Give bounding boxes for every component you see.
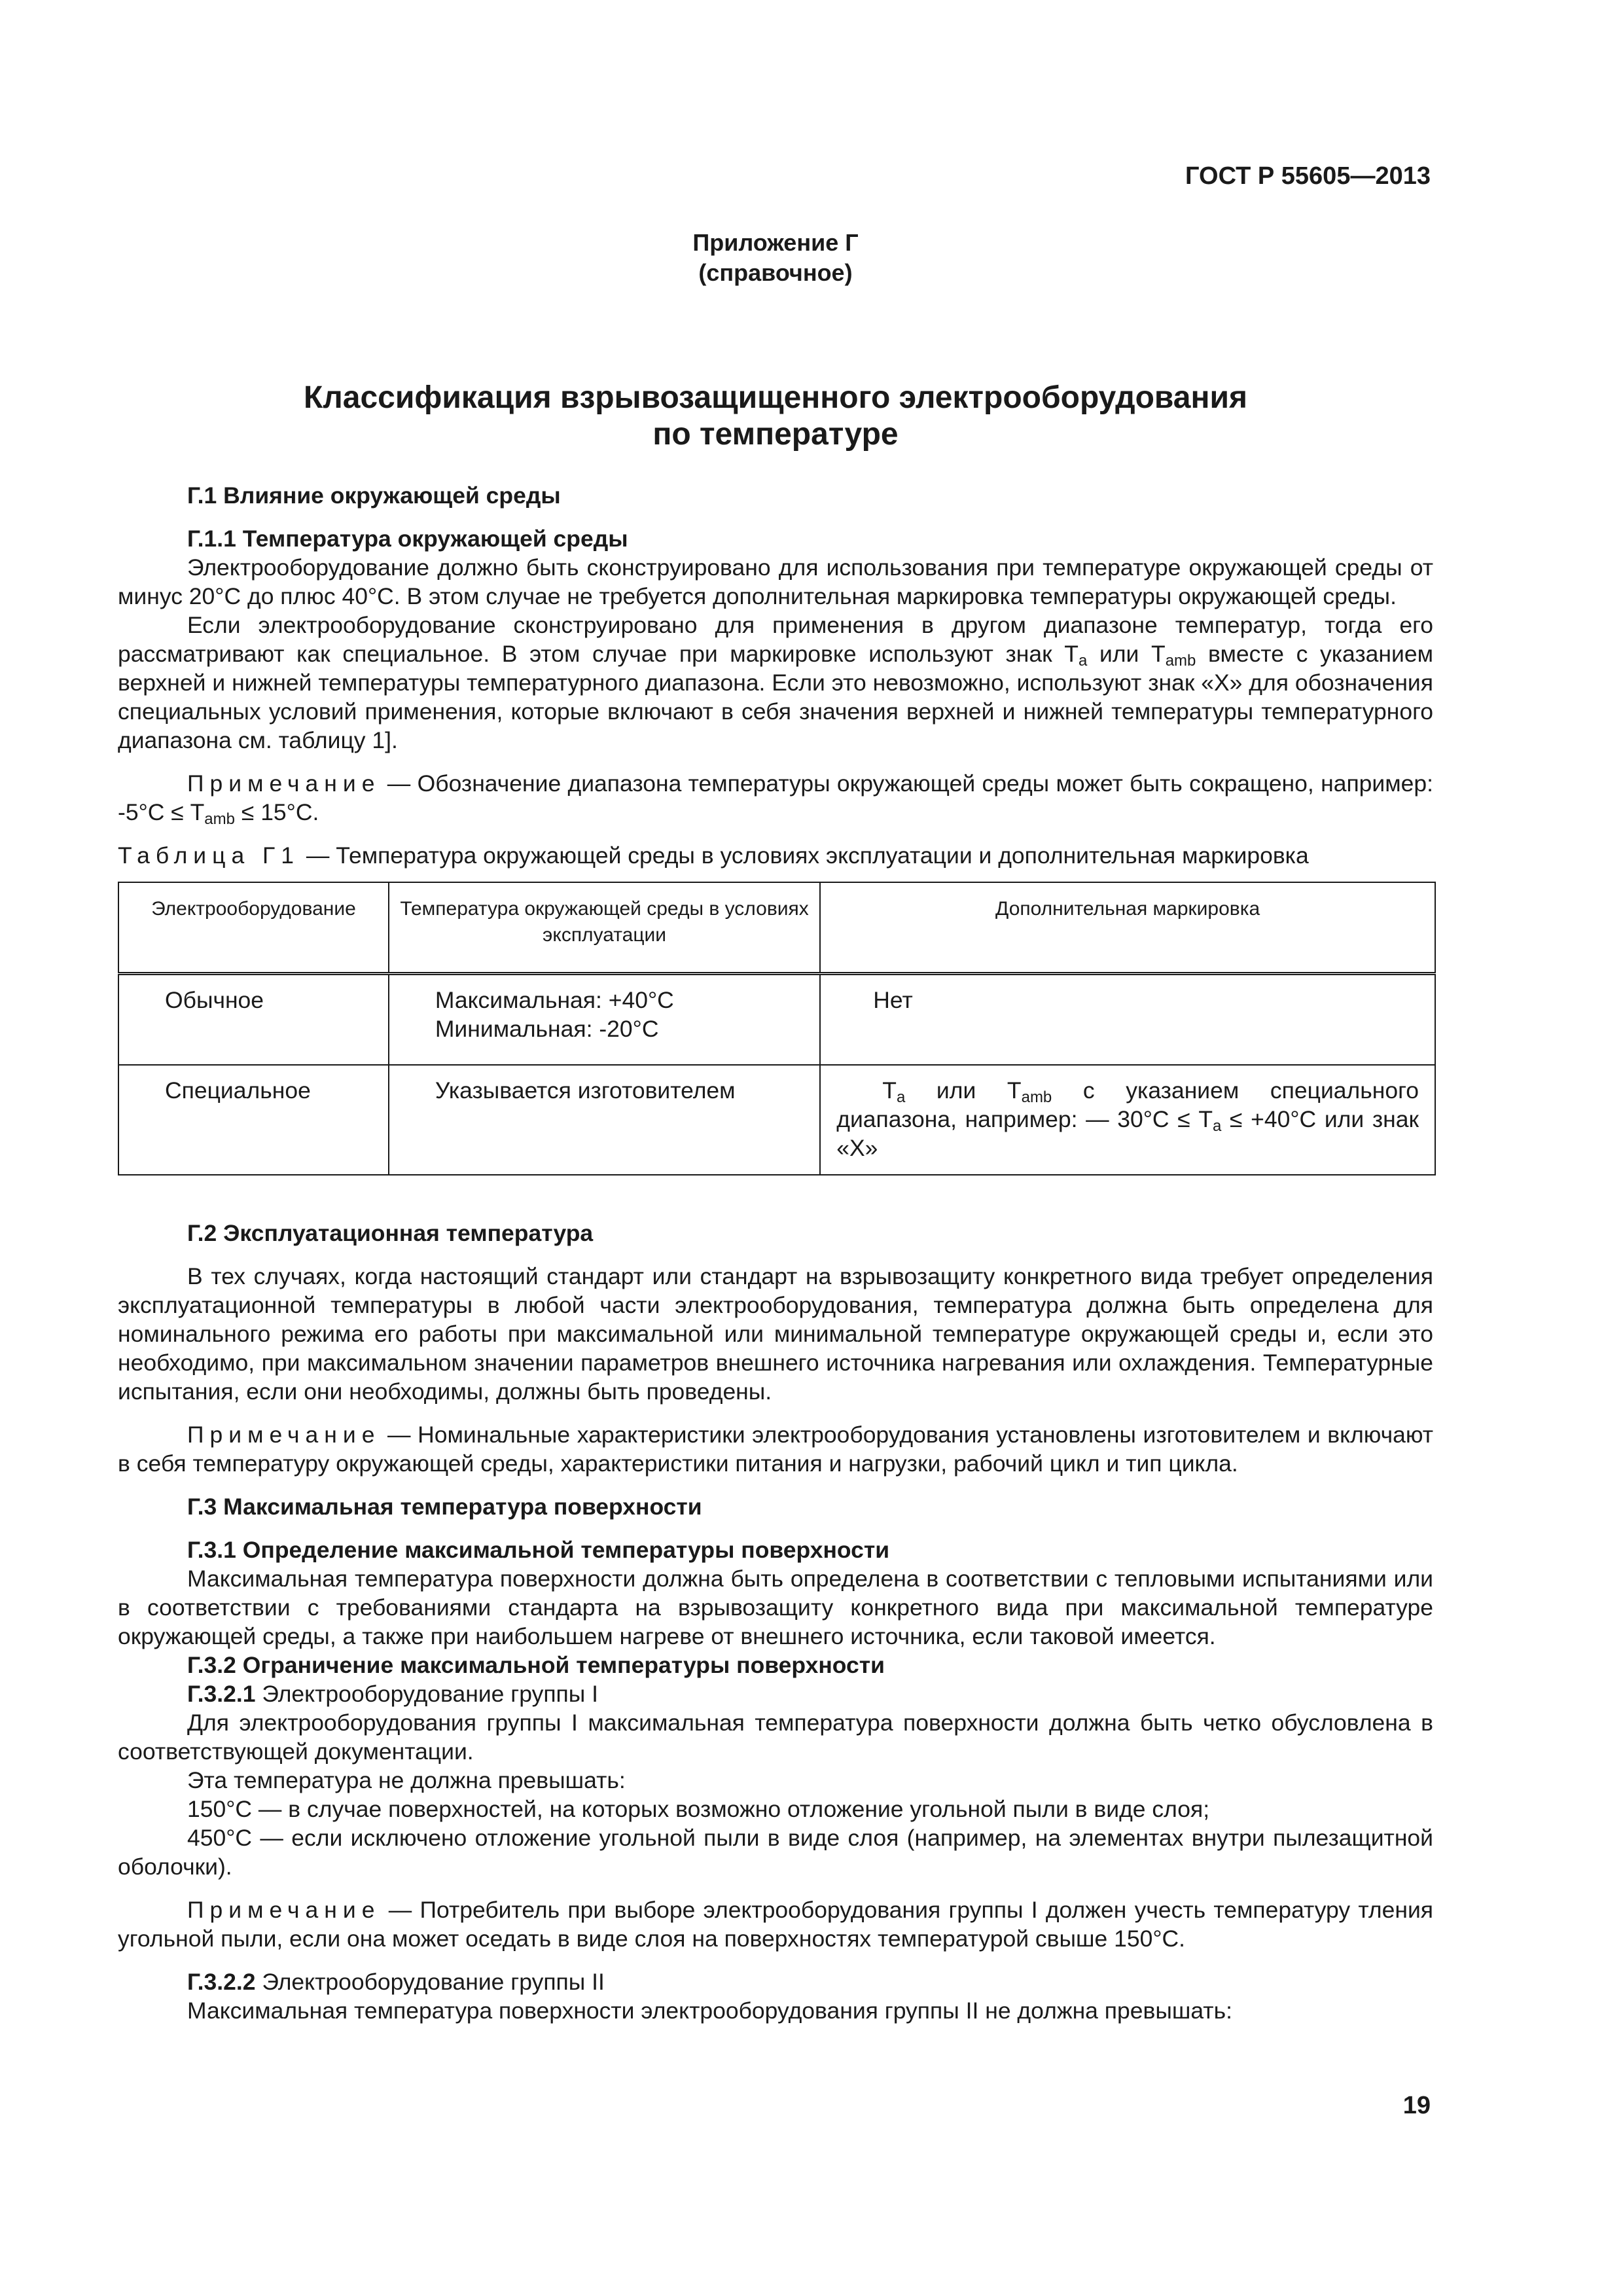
table-row bbox=[118, 974, 1435, 1066]
table-cell: $T_a$ или $T_{amb}$ с указанием специального диапазона, например: — $30^\circ С \le T_a \le +40^\circ С$ или знак «Х» bbox=[820, 1065, 1435, 1175]
note-label: Примечание bbox=[187, 1422, 381, 1448]
note: Примечание — Потребитель при выборе электрооборудования группы I должен учесть температуру тления угольной пыли, если она может оседать в виде слоя на поверхностях температурой свыше 150°С. bbox=[118, 1897, 1433, 1952]
table-cell: Обычное bbox=[118, 974, 389, 1066]
note: Примечание — Номинальные характеристики электрооборудования установлены изготовителем и включают в себя температуру окружающей среды, характеристики питания и нагрузки, рабочий цикл и тип цикла. bbox=[118, 1422, 1433, 1477]
section-g11-heading: Г.1.1 Температура окружающей среды bbox=[187, 526, 628, 552]
table-header-row bbox=[118, 882, 1435, 974]
section-g3-heading: Г.3 Максимальная температура поверхности bbox=[187, 1494, 702, 1520]
paragraph: Для электрооборудования группы I максимальная температура поверхности должна быть четко обусловлена в соответствующей документации. bbox=[118, 1710, 1433, 1765]
paragraph: Г.3.2.2 Электрооборудование группы II bbox=[187, 1969, 605, 1995]
table-header-cell: Дополнительная маркировка bbox=[820, 882, 1435, 974]
page-number: 19 bbox=[1402, 2092, 1431, 2119]
document-body bbox=[118, 481, 1433, 2025]
temperature-table bbox=[118, 882, 1436, 1175]
table-cell: Указывается изготовителем bbox=[389, 1065, 820, 1175]
appendix-label: Приложение Г bbox=[692, 229, 859, 256]
paragraph: Максимальная температура поверхности электрооборудования группы II не должна превышать: bbox=[187, 1998, 1232, 2024]
paragraph: В тех случаях, когда настоящий стандарт или стандарт на взрывозащиту конкретного вида требует определения эксплуатационной температуры в любой части электрооборудования, температура должна быть определена для номинального режима его работы при максимальной или минимальной температуре окружающей среды и, если это необходимо, при максимальном значении параметров внешнего источника нагревания или охлаждения. Температурные испытания, если они необходимы, должны быть проведены. bbox=[118, 1263, 1433, 1405]
note-label: Примечание bbox=[187, 770, 381, 797]
table-row bbox=[118, 1065, 1435, 1175]
table-header-cell: Температура окружающей среды в условиях эксплуатации bbox=[389, 882, 820, 974]
paragraph: Максимальная температура поверхности должна быть определена в соответствии с тепловыми испытаниями или в соответствии с требованиями стандарта на взрывозащиту конкретного вида при максимальной температуре окружающей среды, а также при наибольшем нагреве от внешнего источника, если таковой имеется. bbox=[118, 1566, 1433, 1649]
paragraph: 150°С — в случае поверхностей, на которых возможно отложение угольной пыли в виде слоя; bbox=[187, 1796, 1210, 1822]
table-cell: Нет bbox=[820, 974, 1435, 1066]
title-line-2: по температуре bbox=[652, 417, 899, 452]
section-g1-heading: Г.1 Влияние окружающей среды bbox=[187, 482, 561, 509]
page-title bbox=[118, 380, 1433, 453]
paragraph: Если электрооборудование сконструировано для применения в другом диапазоне температур, тогда его рассматривают как специальное. В этом случае при маркировке используют знак $T_a$ или $T_{amb}$ вместе с указанием верхней и нижней температуры температурного диапазона. Если это невозможно, используют знак «Х» для обозначения специальных условий применения, которые включают в себя значения верхней и нижней температуры температурного диапазона см. таблицу 1]. bbox=[118, 612, 1433, 753]
note-label: Примечание bbox=[187, 1897, 381, 1923]
paragraph: Электрооборудование должно быть сконструировано для использования при температуре окружающей среды от минус 20°С до плюс 40°С. В этом случае не требуется дополнительная маркировка температуры окружающей среды. bbox=[118, 554, 1433, 609]
standard-code: ГОСТ Р 55605—2013 bbox=[1185, 162, 1431, 190]
table-caption: Таблица Г1 — Температура окружающей среды в условиях эксплуатации и дополнительная маркировка bbox=[118, 842, 1309, 869]
paragraph: 450°С — если исключено отложение угольной пыли в виде слоя (например, на элементах внутри пылезащитной оболочки). bbox=[118, 1825, 1433, 1880]
table-cell: Максимальная: +40°С Минимальная: -20°С bbox=[389, 974, 820, 1066]
table-cell: Специальное bbox=[118, 1065, 389, 1175]
section-g31-heading: Г.3.1 Определение максимальной температуры поверхности bbox=[187, 1537, 890, 1563]
title-line-1: Классификация взрывозащищенного электрооборудования bbox=[303, 380, 1248, 415]
paragraph: Эта температура не должна превышать: bbox=[187, 1767, 626, 1793]
section-g32-heading: Г.3.2 Ограничение максимальной температуры поверхности bbox=[187, 1652, 885, 1678]
appendix-type: (справочное) bbox=[698, 259, 853, 286]
appendix-heading bbox=[0, 228, 1551, 288]
table-header-cell: Электрооборудование bbox=[118, 882, 389, 974]
note: Примечание — Обозначение диапазона температуры окружающей среды может быть сокращено, например: $-5^\circ С \le T_{amb} \le 15^\circ С$. bbox=[118, 770, 1433, 828]
section-g2-heading: Г.2 Эксплуатационная температура bbox=[187, 1220, 594, 1246]
paragraph: Г.3.2.1 Электрооборудование группы I bbox=[187, 1681, 599, 1707]
